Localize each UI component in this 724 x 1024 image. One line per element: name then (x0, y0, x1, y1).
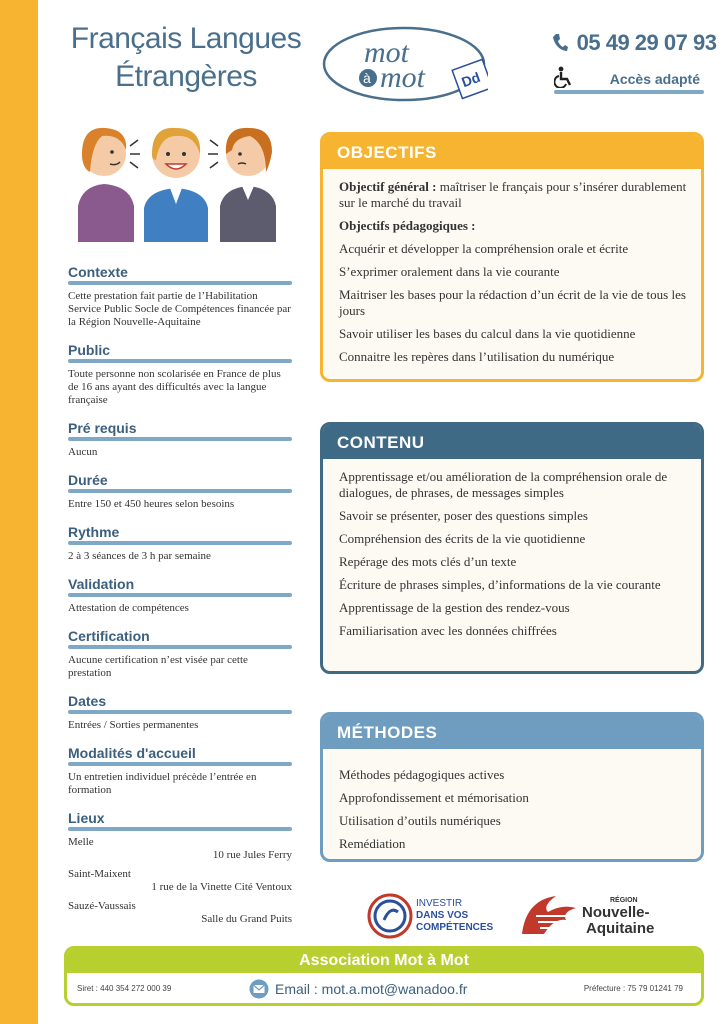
section-title: Dates (68, 693, 107, 709)
location-address: 1 rue de la Vinette Cité Ventoux (151, 881, 292, 893)
section-rule (68, 541, 292, 545)
objectif-item: Connaitre les repères dans l’utilisation du numérique (339, 349, 615, 364)
contenu-item: Compréhension des écrits de la vie quotidienne (339, 531, 586, 546)
objectif-item: Maitriser les bases pour la rédaction d’un écrit de la vie de tous les jours (339, 287, 686, 318)
contenu-body (323, 459, 701, 656)
phone-icon (552, 33, 568, 53)
envelope-icon (249, 979, 269, 999)
contenu-item: Apprentissage et/ou amélioration de la compréhension orale de dialogues, de phrases, de messages simples (339, 469, 668, 500)
objectif-general (339, 179, 687, 211)
logo-word-top: mot (364, 36, 409, 69)
section-rule (68, 593, 292, 597)
section-rule (68, 827, 292, 831)
methodes-box (320, 712, 704, 862)
contenu-item: Savoir se présenter, poser des questions simples (339, 508, 588, 523)
objectif-general-label: Objectif général : (339, 179, 437, 194)
objectifs-title: OBJECTIFS (323, 135, 701, 169)
region-small: RÉGION (610, 897, 638, 904)
objectifs-pedagogiques-label (339, 218, 687, 234)
objectifs-body (323, 169, 701, 382)
location-town: Saint-Maixent (68, 868, 131, 880)
section-lieux (68, 810, 292, 926)
location-town: Sauzé-Vaussais (68, 900, 136, 912)
location-town: Melle (68, 836, 94, 848)
section-title: Rythme (68, 524, 120, 540)
footer-row (67, 973, 701, 1003)
contenu-box (320, 422, 704, 674)
section-title: Certification (68, 628, 150, 644)
section-body: Entre 150 et 450 heures selon besoins (68, 498, 235, 510)
section-rule (68, 489, 292, 493)
section-body: 2 à 3 séances de 3 h par semaine (68, 550, 211, 562)
dd-badge-text: Dd (459, 68, 483, 91)
logo-word-mid: à (363, 70, 371, 86)
footer (64, 946, 704, 1006)
objectif-item: S’exprimer oralement dans la vie courante (339, 264, 560, 279)
title-line-2: Étrangères (115, 60, 257, 93)
contenu-item: Familiarisation avec les données chiffrées (339, 623, 557, 638)
contenu-item: Repérage des mots clés d’un texte (339, 554, 517, 569)
section-title: Validation (68, 576, 135, 592)
section-certification (68, 628, 292, 680)
left-color-strip (0, 0, 38, 1024)
title-line-1: Français Langues (70, 22, 302, 55)
location-address: Salle du Grand Puits (201, 913, 292, 925)
person-left (78, 128, 140, 242)
section-modalites (68, 745, 292, 797)
invest-line-3: COMPÉTENCES (416, 922, 494, 933)
section-title: Durée (68, 472, 108, 488)
people-illustration (74, 120, 280, 242)
region-line-1: Nouvelle- (582, 904, 650, 921)
section-rule (68, 710, 292, 714)
section-rule (68, 762, 292, 766)
nouvelle-aquitaine-logo (522, 895, 654, 937)
methodes-body (323, 749, 701, 862)
section-title: Contexte (68, 264, 128, 280)
section-title: Pré requis (68, 420, 137, 436)
siret: Siret : 440 354 272 000 39 (77, 984, 172, 993)
mot-a-mot-logo (322, 26, 488, 106)
methode-item: Utilisation d’outils numériques (339, 813, 501, 828)
objectifs-pedagogiques-label-text: Objectifs pédagogiques : (339, 218, 476, 233)
section-rule (68, 437, 292, 441)
section-body: Aucun (68, 446, 98, 458)
section-body: Attestation de compétences (68, 602, 189, 614)
section-contexte (68, 264, 292, 329)
invest-line-1: INVESTIR (416, 898, 463, 909)
section-rule (68, 645, 292, 649)
section-public (68, 342, 292, 407)
section-title: Modalités d'accueil (68, 745, 196, 761)
objectif-item: Acquérir et développer la compréhension orale et écrite (339, 241, 629, 256)
section-prerequis (68, 420, 292, 459)
partner-logos (366, 890, 686, 942)
objectifs-box (320, 132, 704, 382)
objectif-general-text: maîtriser le français pour s’insérer durablement sur le marché du travail (339, 179, 687, 210)
section-body: Toute personne non scolarisée en France de plus de 16 ans ayant des difficultés avec la langue française (68, 368, 281, 406)
location-list (68, 836, 292, 926)
prefecture: Préfecture : 75 79 01241 79 (583, 984, 683, 993)
section-rule (68, 281, 292, 285)
objectif-item: Savoir utiliser les bases du calcul dans la vie quotidienne (339, 326, 636, 341)
phone-number[interactable] (552, 30, 716, 56)
page-title (62, 20, 310, 96)
section-duree (68, 472, 292, 511)
wheelchair-icon (554, 66, 574, 88)
email-text: Email : mot.a.mot@wanadoo.fr (275, 981, 468, 997)
section-title: Lieux (68, 810, 105, 826)
investir-competences-logo (369, 895, 494, 937)
methodes-title: MÉTHODES (323, 715, 701, 749)
methode-item: Remédiation (339, 836, 406, 851)
logo-word-bottom: mot (380, 61, 425, 94)
section-body: Un entretien individuel précède l’entrée en formation (68, 771, 257, 796)
accessibility-underline (554, 90, 704, 94)
association-name: Association Mot à Mot (67, 949, 701, 973)
location-address: 10 rue Jules Ferry (212, 849, 292, 861)
accessibility-label: Accès adapté (609, 71, 700, 87)
section-rule (68, 359, 292, 363)
contenu-item: Écriture de phrases simples, d’informations de la vie courante (339, 577, 661, 592)
person-right (208, 128, 276, 242)
phone-number-text: 05 49 29 07 93 (576, 30, 717, 55)
email-link[interactable] (249, 979, 467, 999)
section-rythme (68, 524, 292, 563)
contenu-item: Apprentissage de la gestion des rendez-vous (339, 600, 570, 615)
methode-item: Méthodes pédagogiques actives (339, 767, 505, 782)
person-middle (144, 128, 208, 242)
section-body: Entrées / Sorties permanentes (68, 719, 199, 731)
contenu-title: CONTENU (323, 425, 701, 459)
invest-line-2: DANS VOS (416, 910, 469, 921)
section-body: Aucune certification n’est visée par cette prestation (68, 654, 248, 679)
accessibility-note (554, 66, 704, 94)
section-dates (68, 693, 292, 732)
methode-item: Approfondissement et mémorisation (339, 790, 529, 805)
region-line-2: Aquitaine (586, 920, 655, 937)
section-title: Public (68, 342, 111, 358)
section-body: Cette prestation fait partie de l’Habilitation Service Public Socle de Compétences financée par la Région Nouvelle-Aquitaine (68, 290, 291, 328)
left-column (68, 264, 292, 939)
section-validation (68, 576, 292, 615)
